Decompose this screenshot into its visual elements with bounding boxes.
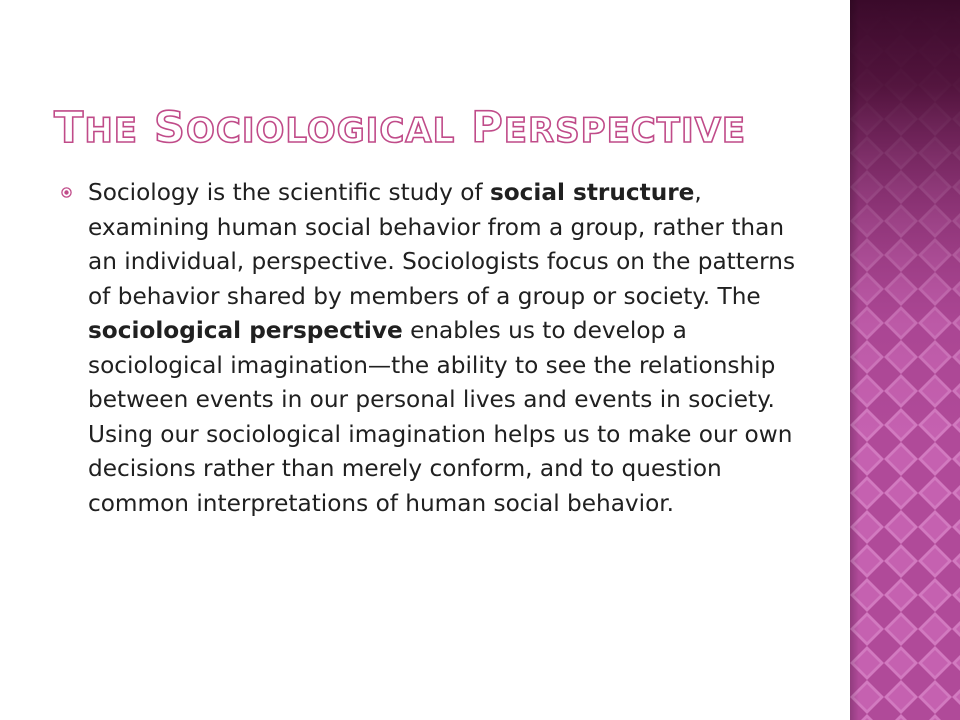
bullet-text-part-2: , examining human social behavior from a group, rather than an individual, perspective. Sociologists focus on the patterns of behavior shared by members of a group or society. The bbox=[88, 179, 796, 310]
slide-content bbox=[60, 176, 805, 521]
title-word-2: SOCIOLOGICAL bbox=[154, 103, 456, 153]
term-social-structure: social structure bbox=[489, 179, 695, 206]
title-word-1: THE bbox=[54, 103, 139, 153]
term-sociological-perspective: sociological perspective bbox=[88, 317, 403, 344]
bullet-text-part-1: Sociology is the scientific study of bbox=[88, 179, 490, 206]
title-word-3: PERSPECTIVE bbox=[471, 103, 747, 153]
bullet-item bbox=[60, 176, 805, 521]
circled-dot-bullet-icon bbox=[61, 187, 72, 198]
bullet-text-part-3: enables us to develop a sociological imagination—the ability to see the relationship between events in our personal lives and events in society. Using our sociological imagination helps us to make our own decisions rather than merely conform, and to question common interpretations of human social behavior. bbox=[88, 317, 793, 517]
slide-title bbox=[54, 104, 746, 155]
diamond-pattern-graphic bbox=[850, 0, 960, 720]
decorative-side-band bbox=[850, 0, 960, 720]
